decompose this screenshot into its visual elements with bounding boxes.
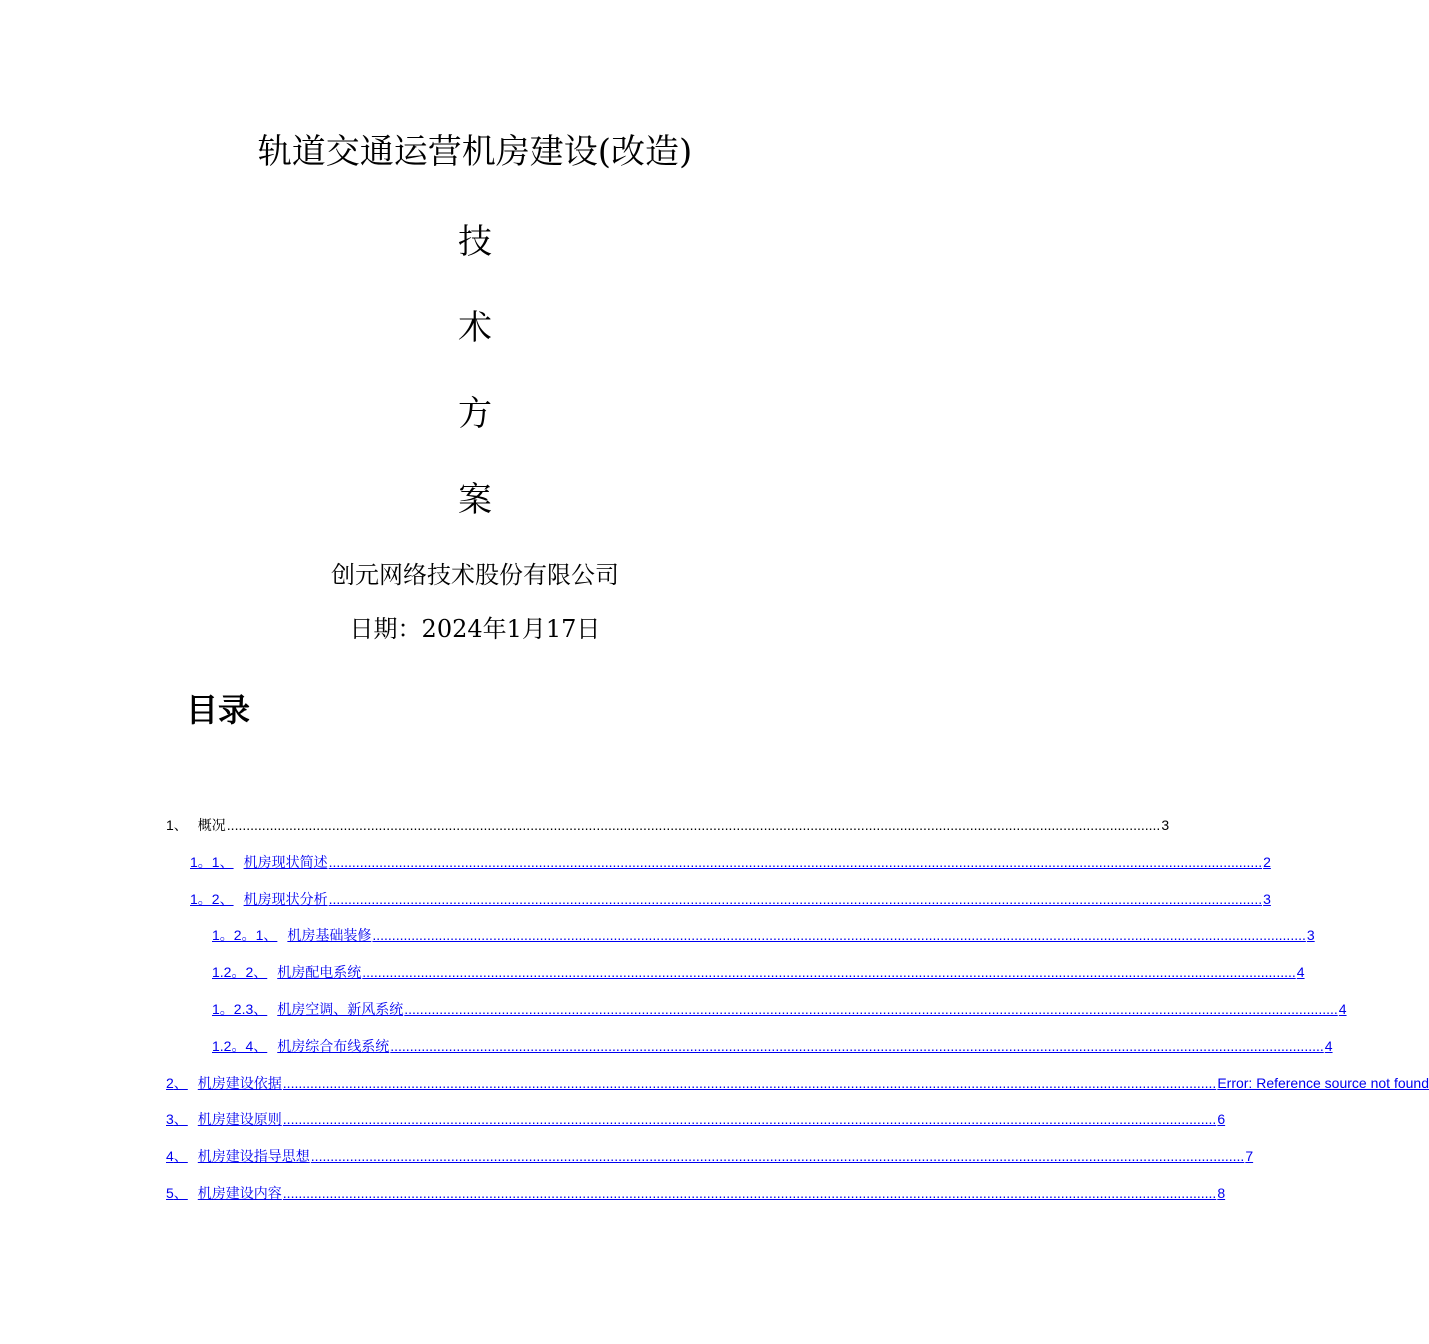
toc-entry-separator: 、 <box>173 817 188 833</box>
toc-entry-page: 7 <box>1245 1148 1254 1165</box>
toc-entry-label: 机房配电系统 <box>277 964 362 981</box>
toc-entry[interactable] <box>190 888 1271 910</box>
toc-entry-label: 机房现状分析 <box>243 890 328 907</box>
toc-entry-page: 3 <box>1306 927 1315 944</box>
subtitle-char-1: 技 <box>458 222 492 262</box>
toc-entry-label: 机房建设依据 <box>197 1074 282 1091</box>
toc-entry-separator: 、 <box>173 1074 188 1091</box>
toc-leader-dots: ................................................................................................................................................................................................................................................ <box>390 1037 1324 1054</box>
toc-entry-page: 3 <box>1161 817 1170 833</box>
toc-leader-dots: ................................................................................................................................................................................................................................................ <box>362 964 1296 981</box>
toc-leader-dots: ................................................................................................................................................................................................................................................ <box>404 1001 1338 1017</box>
toc-leader-dots: ................................................................................................................................................................................................................................................ <box>282 1185 1217 1201</box>
toc-entry-number: 1。2.3 <box>212 1001 254 1017</box>
toc-entry-label: 机房综合布线系统 <box>277 1037 390 1054</box>
toc-entry-number: 3 <box>166 1111 174 1128</box>
toc-entry-page: Error: Reference source not found <box>1217 1074 1429 1091</box>
document-date: 日期：2024年1月17日 <box>349 615 601 643</box>
toc-entry-page: 6 <box>1217 1111 1226 1128</box>
toc-entry[interactable] <box>190 851 1271 873</box>
toc-entry-page: 2 <box>1263 853 1271 870</box>
toc-leader-dots: ................................................................................................................................................................................................................................................ <box>328 853 1263 870</box>
toc-entry[interactable] <box>166 1182 1226 1204</box>
toc-entry-label: 概况 <box>197 817 226 833</box>
toc-entry-separator: 、 <box>173 1185 188 1201</box>
toc-heading: 目录 <box>186 691 251 729</box>
toc-entry[interactable] <box>212 924 1315 946</box>
document-title: 轨道交通运营机房建设(改造) <box>257 132 693 172</box>
toc-entry[interactable] <box>166 1108 1226 1130</box>
toc-entry-page: 4 <box>1324 1037 1333 1054</box>
toc-entry-page: 8 <box>1217 1185 1226 1201</box>
toc-entry-number: 1。1 <box>190 853 220 870</box>
toc-entry-number: 1.2。4 <box>212 1037 254 1054</box>
toc-leader-dots: ................................................................................................................................................................................................................................................ <box>372 927 1306 944</box>
toc-entry-label: 机房建设内容 <box>197 1185 282 1201</box>
toc-entry-number: 5 <box>166 1185 174 1201</box>
toc-entry[interactable] <box>212 961 1305 983</box>
toc-leader-dots: ................................................................................................................................................................................................................................................ <box>226 817 1161 833</box>
toc-entry-number: 1.2。2 <box>212 964 254 981</box>
subtitle-char-4: 案 <box>458 480 492 520</box>
toc-entry[interactable] <box>212 998 1347 1020</box>
subtitle-char-3: 方 <box>458 394 492 434</box>
toc-entry-label: 机房基础装修 <box>287 927 372 944</box>
toc-leader-dots: ................................................................................................................................................................................................................................................ <box>310 1148 1245 1165</box>
toc-entry-number: 1。2。1 <box>212 927 264 944</box>
toc-entry-label: 机房空调、新风系统 <box>277 1001 404 1017</box>
toc-entry-separator: 、 <box>173 1148 188 1165</box>
toc-leader-dots: ................................................................................................................................................................................................................................................ <box>282 1111 1217 1128</box>
subtitle-char-2: 术 <box>458 308 492 348</box>
toc-entry-page: 4 <box>1338 1001 1347 1017</box>
toc-entry-page: 3 <box>1263 890 1271 907</box>
toc-entry[interactable] <box>166 1145 1254 1167</box>
toc-entry-number: 4 <box>166 1148 174 1165</box>
toc-entry[interactable] <box>166 1072 1429 1094</box>
toc-entry-page: 4 <box>1296 964 1305 981</box>
toc-leader-dots: ................................................................................................................................................................................................................................................ <box>328 890 1263 907</box>
toc-entry <box>166 814 1170 836</box>
toc-entry-label: 机房现状简述 <box>243 853 328 870</box>
toc-entry-separator: 、 <box>219 890 234 907</box>
toc-entry-separator: 、 <box>253 1001 268 1017</box>
toc-entry-separator: 、 <box>253 1037 268 1054</box>
toc-entry[interactable] <box>212 1035 1333 1057</box>
toc-entry-label: 机房建设指导思想 <box>197 1148 310 1165</box>
toc-entry-separator: 、 <box>253 964 268 981</box>
toc-leader-dots: ................................................................................................................................................................................................................................................ <box>282 1074 1217 1091</box>
toc-entry-number: 1。2 <box>190 890 220 907</box>
company-name: 创元网络技术股份有限公司 <box>331 561 619 589</box>
toc-entry-separator: 、 <box>219 853 234 870</box>
toc-entry-separator: 、 <box>263 927 278 944</box>
toc-entry-number: 2 <box>166 1074 174 1091</box>
toc-entry-label: 机房建设原则 <box>197 1111 282 1128</box>
toc-entry-number: 1 <box>166 817 174 833</box>
toc-entry-separator: 、 <box>173 1111 188 1128</box>
